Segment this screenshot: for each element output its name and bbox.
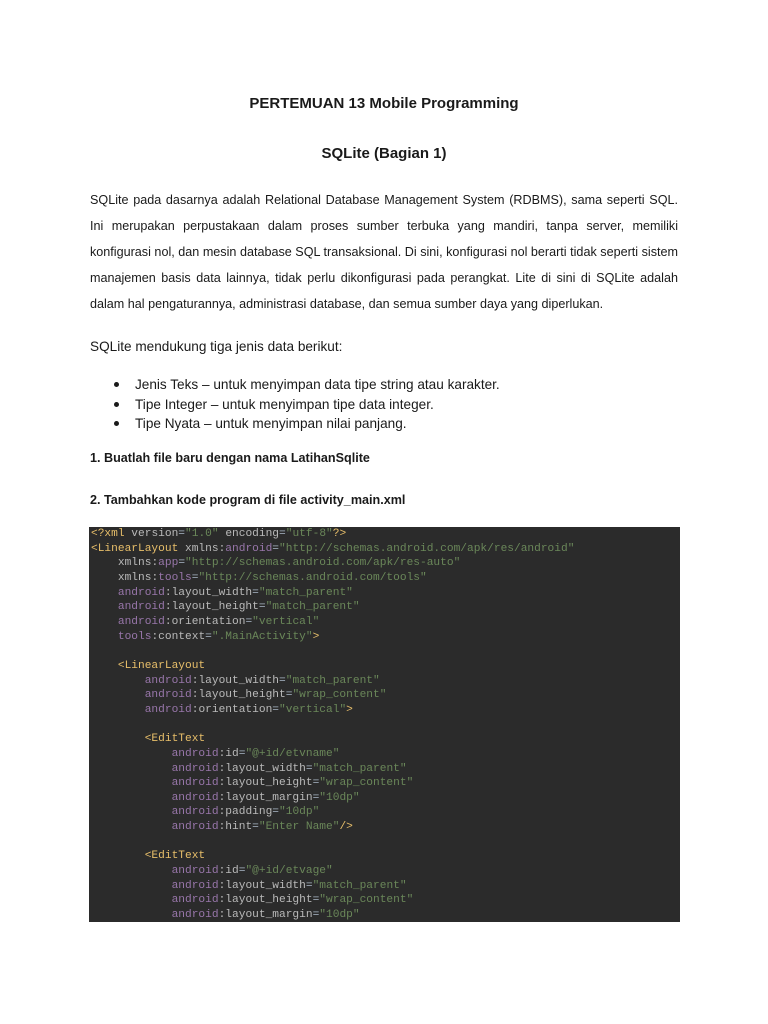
code-line: android:layout_height="wrap_content"	[171, 777, 414, 790]
code-text	[89, 527, 680, 922]
code-line: <LinearLayout	[117, 659, 206, 672]
code-line: xmlns:app="http://schemas.android.com/apk/res-auto"	[117, 557, 461, 570]
code-line: xmlns:tools="http://schemas.android.com/tools"	[117, 571, 427, 584]
code-line: android:layout_width="match_parent"	[117, 586, 353, 599]
code-block	[89, 527, 680, 922]
list-item: Tipe Integer – untuk menyimpan tipe data integer.	[90, 395, 500, 415]
section-subtitle: SQLite (Bagian 1)	[321, 145, 447, 162]
code-line: android:padding="10dp"	[171, 806, 320, 819]
code-line: android:orientation="vertical"	[117, 615, 320, 628]
code-line: android:layout_height="wrap_content"	[171, 894, 414, 907]
step-2-heading: 2. Tambahkan kode program di file activity_main.xml	[90, 493, 406, 507]
code-line: android:layout_height="match_parent"	[117, 601, 360, 614]
code-line: <EditText	[144, 850, 206, 863]
page-title: PERTEMUAN 13 Mobile Programming	[249, 95, 519, 112]
code-line: android:layout_margin="10dp"	[171, 791, 360, 804]
code-line: android:id="@+id/etvage"	[171, 865, 333, 878]
code-line: tools:context=".MainActivity">	[117, 630, 320, 643]
step-1-heading: 1. Buatlah file baru dengan nama LatihanSqlite	[90, 451, 370, 465]
code-line: <?xml version="1.0" encoding="utf-8"?>	[91, 528, 347, 540]
code-line: android:hint="Enter Name"/>	[171, 821, 353, 834]
code-line: android:layout_width="match_parent"	[144, 674, 380, 687]
code-line: <LinearLayout xmlns:android="http://schemas.android.com/apk/res/android"	[91, 542, 575, 555]
data-types-list	[90, 375, 500, 434]
code-line: android:layout_width="match_parent"	[171, 879, 407, 892]
code-line: android:layout_width="match_parent"	[171, 762, 407, 775]
data-types-intro: SQLite mendukung tiga jenis data berikut:	[90, 339, 343, 354]
code-line: android:id="@+id/etvname"	[171, 747, 340, 760]
code-line: android:orientation="vertical">	[144, 703, 353, 716]
code-line: android:layout_margin="10dp"	[171, 909, 360, 922]
intro-paragraph: SQLite pada dasarnya adalah Relational Database Management System (RDBMS), sama seperti SQL. Ini merupakan perpustakaan dalam proses sumber terbuka yang mandiri, tanpa server, memiliki konfigurasi nol, dan mesin database SQL transaksional. Di sini, konfigurasi nol berarti tidak seperti sistem manajemen basis data lainnya, tidak perlu dikonfigurasi pada perangkat. Lite di sini di SQLite adalah dalam hal pengaturannya, administrasi database, dan semua sumber daya yang diperlukan.	[90, 193, 678, 311]
code-line: <EditText	[144, 733, 206, 746]
list-item: Jenis Teks – untuk menyimpan data tipe string atau karakter.	[90, 375, 500, 395]
list-item: Tipe Nyata – untuk menyimpan nilai panjang.	[90, 414, 500, 434]
code-line: android:layout_height="wrap_content"	[144, 689, 387, 702]
